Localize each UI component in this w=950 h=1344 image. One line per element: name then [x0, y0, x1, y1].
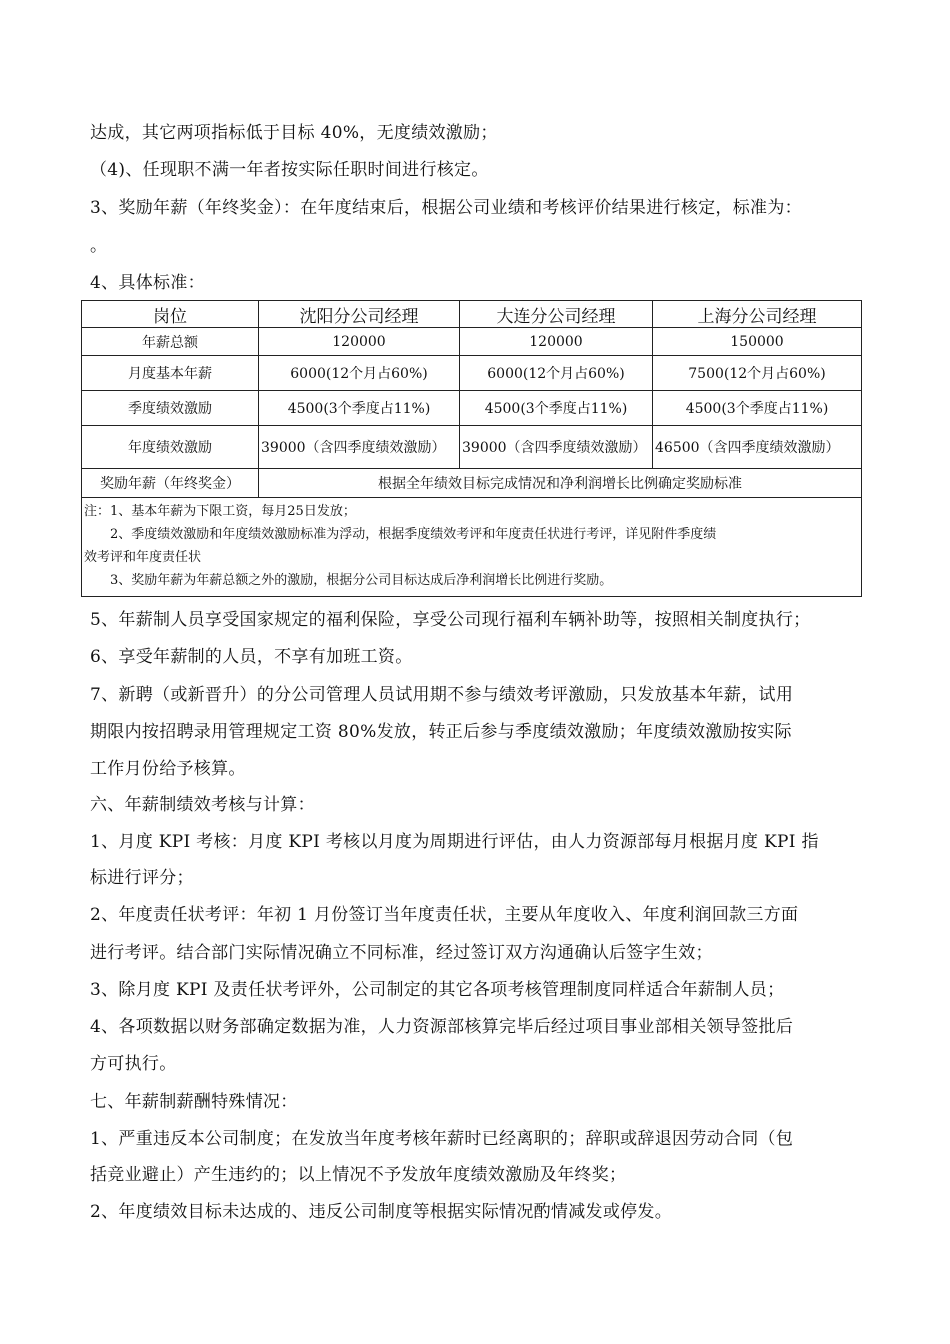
paragraph-line: 工作月份给予核算。 [90, 759, 246, 779]
table-cell: 根据全年绩效目标完成情况和净利润增长比例确定奖励标准 [259, 469, 862, 498]
table-row [82, 469, 862, 498]
table-cell: 120000 [460, 328, 653, 356]
note-line: 效考评和年度责任状 [84, 550, 202, 565]
paragraph-line: 标进行评分； [90, 868, 194, 888]
table-cell: 月度基本年薪 [82, 356, 259, 391]
table-row [82, 426, 862, 469]
paragraph-line: 2、年度绩效目标未达成的、违反公司制度等根据实际情况酌情减发或停发。 [90, 1202, 673, 1222]
table-cell: 7500(12个月占60%) [653, 356, 862, 391]
table-header-cell: 上海分公司经理 [653, 301, 862, 328]
table-cell: 46500（含四季度绩效激励） [653, 426, 862, 469]
paragraph-line: 。 [90, 236, 108, 256]
paragraph-line: 2、年度责任状考评：年初 1 月份签订当年度责任状，主要从年度收入、年度利润回款三方面 [90, 905, 799, 925]
paragraph-line: （4)、任现职不满一年者按实际任职时间进行核定。 [90, 160, 489, 180]
note-line: 3、奖励年薪为年薪总额之外的激励，根据分公司目标达成后净利润增长比例进行奖励。 [84, 573, 613, 588]
table-row [82, 328, 862, 356]
table-header-cell: 大连分公司经理 [460, 301, 653, 328]
table-cell: 6000(12个月占60%) [460, 356, 653, 391]
table-cell: 季度绩效激励 [82, 391, 259, 426]
table-header-cell: 岗位 [82, 301, 259, 328]
paragraph-line: 3、除月度 KPI 及责任状考评外，公司制定的其它各项考核管理制度同样适合年薪制人员； [90, 980, 785, 1000]
paragraph-line: 6、享受年薪制的人员，不享有加班工资。 [90, 647, 413, 667]
table-row [82, 356, 862, 391]
table-cell: 6000(12个月占60%) [259, 356, 460, 391]
table-header-cell: 沈阳分公司经理 [259, 301, 460, 328]
table-cell: 年度绩效激励 [82, 426, 259, 469]
table-cell: 39000（含四季度绩效激励） [460, 426, 653, 469]
paragraph-line: 方可执行。 [90, 1054, 177, 1074]
paragraph-line: 7、新聘（或新晋升）的分公司管理人员试用期不参与绩效考评激励，只发放基本年薪，试用 [90, 685, 794, 705]
table-cell: 120000 [259, 328, 460, 356]
paragraph-line: 期限内按招聘录用管理规定工资 80%发放，转正后参与季度绩效激励；年度绩效激励按实际 [90, 722, 792, 742]
table-cell: 年薪总额 [82, 328, 259, 356]
table-notes [82, 498, 862, 597]
table-cell: 150000 [653, 328, 862, 356]
table-cell: 奖励年薪（年终奖金） [82, 469, 259, 498]
note-line: 2、季度绩效激励和年度绩效激励标准为浮动，根据季度绩效考评和年度责任状进行考评，详见附件季度绩 [84, 527, 717, 542]
table-cell: 39000（含四季度绩效激励） [259, 426, 460, 469]
section-heading: 七、年薪制薪酬特殊情况： [90, 1092, 298, 1112]
paragraph-line: 1、月度 KPI 考核：月度 KPI 考核以月度为周期进行评估，由人力资源部每月根据月度 KPI 指 [90, 832, 819, 852]
table-header-row [82, 301, 862, 328]
paragraph-line: 1、严重违反本公司制度；在发放当年度考核年薪时已经离职的；辞职或辞退因劳动合同（包 [90, 1129, 794, 1149]
paragraph-line: 3、奖励年薪（年终奖金）：在年度结束后，根据公司业绩和考核评价结果进行核定，标准为： [90, 198, 802, 218]
note-line: 注：1、基本年薪为下限工资，每月25日发放； [84, 504, 356, 519]
table-cell: 4500(3个季度占11%) [653, 391, 862, 426]
paragraph-line: 达成，其它两项指标低于目标 40%，无度绩效激励； [90, 123, 498, 143]
table-row [82, 391, 862, 426]
table-notes-row [82, 498, 862, 597]
paragraph-line: 4、具体标准： [90, 273, 205, 293]
table-cell: 4500(3个季度占11%) [460, 391, 653, 426]
table-cell: 4500(3个季度占11%) [259, 391, 460, 426]
section-heading: 六、年薪制绩效考核与计算： [90, 795, 315, 815]
paragraph-line: 括竞业避止）产生违约的；以上情况不予发放年度绩效激励及年终奖； [90, 1165, 627, 1185]
paragraph-line: 进行考评。结合部门实际情况确立不同标准，经过签订双方沟通确认后签字生效； [90, 943, 713, 963]
paragraph-line: 5、年薪制人员享受国家规定的福利保险，享受公司现行福利车辆补助等，按照相关制度执行； [90, 610, 811, 630]
salary-standard-table [81, 300, 862, 597]
paragraph-line: 4、各项数据以财务部确定数据为准，人力资源部核算完毕后经过项目事业部相关领导签批后 [90, 1017, 794, 1037]
